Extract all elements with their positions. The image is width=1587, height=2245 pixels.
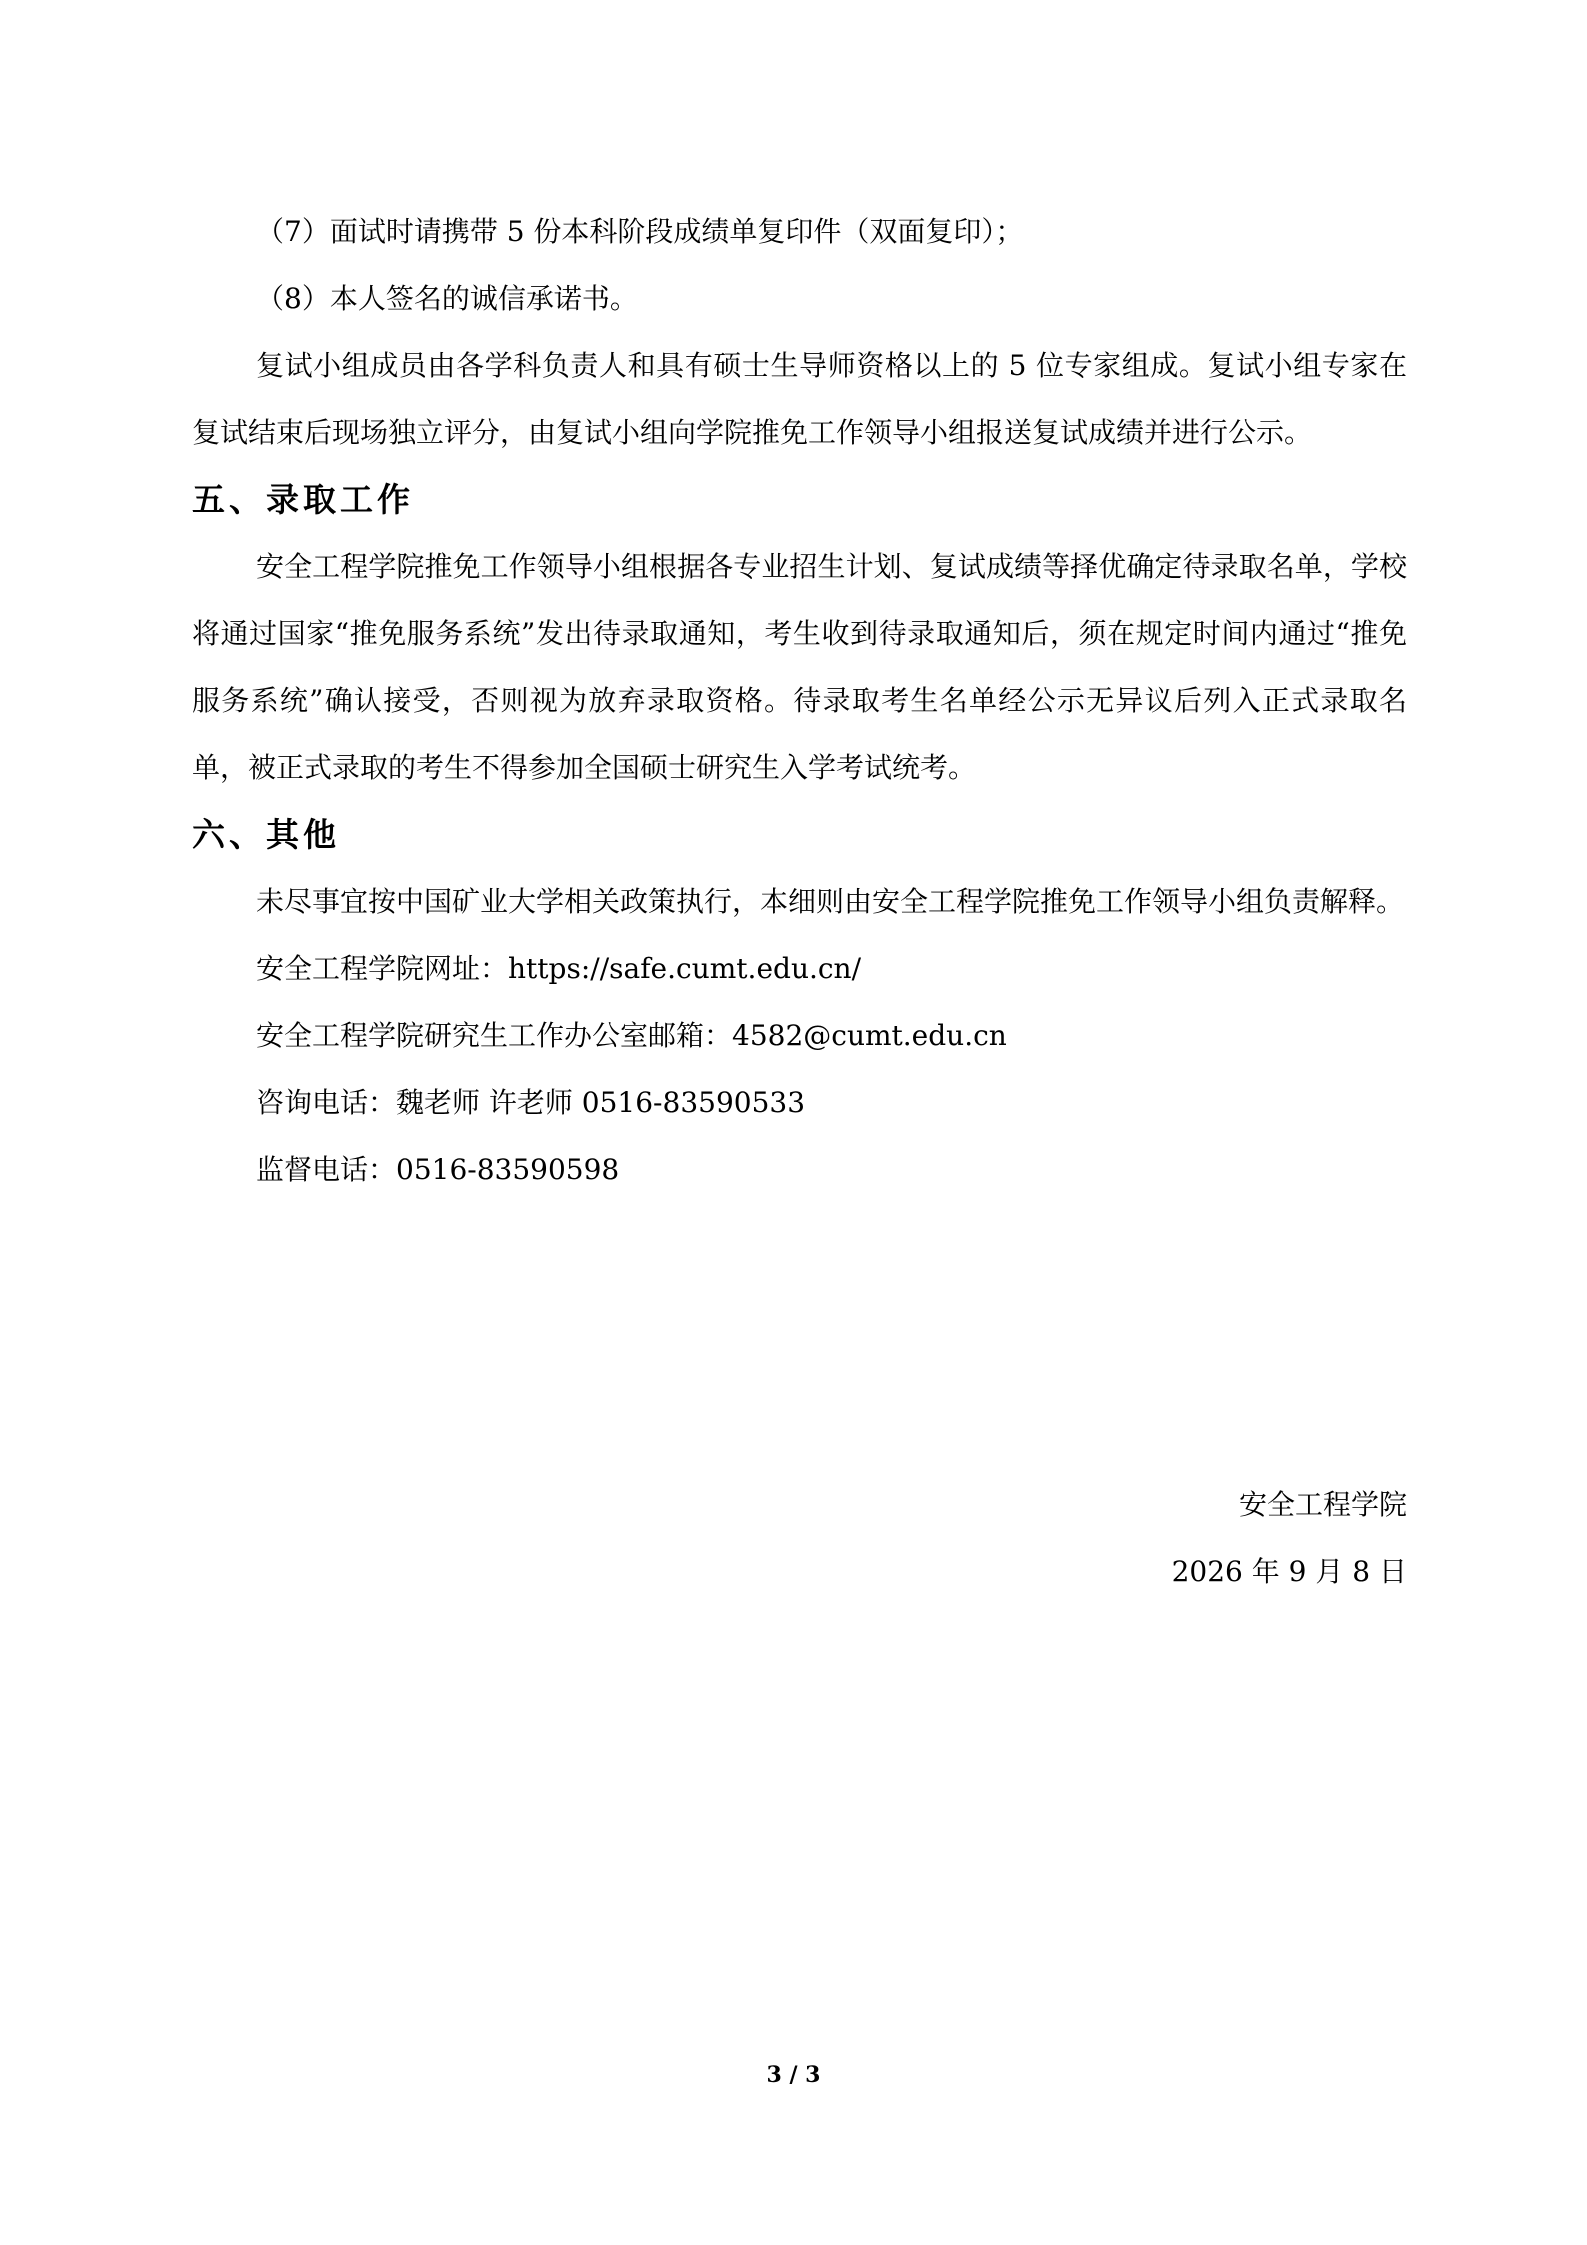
- signature-organization: 安全工程学院: [1238, 1488, 1407, 1521]
- section-5-body: 安全工程学院推免工作领导小组根据各专业招生计划、复试成绩等择优确定待录取名单，学校将通过国家“推免服务系统”发出待录取通知，考生收到待录取通知后，须在规定时间内通过“推免服务系统”确认接受，否则视为放弃录取资格。待录取考生名单经公示无异议后列入正式录取名单，被正式录取的考生不得参加全国硕士研究生入学考试统考。: [192, 550, 1407, 784]
- contact-supervision-phone: 监督电话：0516-83590598: [256, 1153, 620, 1186]
- contact-website: 安全工程学院网址：https://safe.cumt.edu.cn/: [256, 952, 862, 985]
- section-6-heading: 六、其他: [192, 815, 340, 854]
- document-body: [192, 198, 1407, 1605]
- requirement-item-8: （8）本人签名的诚信承诺书。: [256, 282, 638, 315]
- signature-spacer: [192, 1203, 1407, 1471]
- contact-email: 安全工程学院研究生工作办公室邮箱：4582@cumt.edu.cn: [256, 1019, 1007, 1052]
- section-6-body: 未尽事宜按中国矿业大学相关政策执行，本细则由安全工程学院推免工作领导小组负责解释。: [256, 885, 1405, 918]
- signature-date: 2026 年 9 月 8 日: [1171, 1555, 1407, 1588]
- contact-phone: 咨询电话：魏老师 许老师 0516-83590533: [256, 1086, 806, 1119]
- page-number: 3 / 3: [766, 2062, 821, 2088]
- requirement-item-7: （7）面试时请携带 5 份本科阶段成绩单复印件（双面复印）；: [256, 215, 1024, 248]
- review-panel-paragraph: 复试小组成员由各学科负责人和具有硕士生导师资格以上的 5 位专家组成。复试小组专家在复试结束后现场独立评分，由复试小组向学院推免工作领导小组报送复试成绩并进行公示。: [192, 349, 1407, 449]
- section-5-heading: 五、录取工作: [192, 480, 414, 519]
